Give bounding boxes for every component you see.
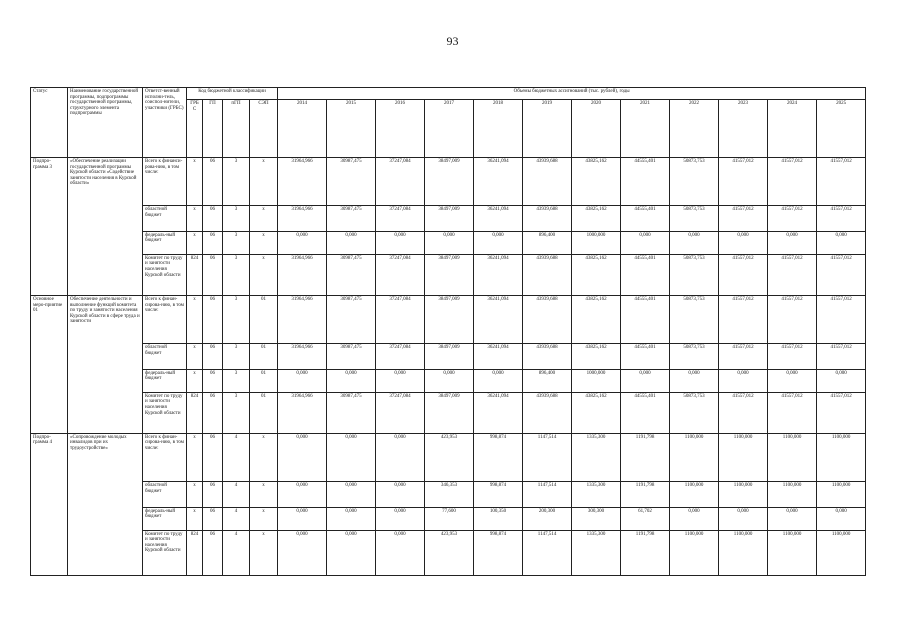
code-grbs: х: [187, 295, 203, 343]
value-cell: 50873,753: [670, 158, 719, 206]
value-cell: 0,000: [474, 231, 523, 254]
header-pgp: пГП: [223, 100, 250, 158]
value-cell: 43825,162: [572, 295, 621, 343]
value-cell: 0,000: [425, 231, 474, 254]
value-cell: 44555,401: [621, 254, 670, 295]
value-cell: 31964,966: [278, 254, 327, 295]
code-grbs: х: [187, 231, 203, 254]
header-year: 2015: [327, 100, 376, 158]
value-cell: 44555,401: [621, 295, 670, 343]
value-cell: 36241,094: [474, 392, 523, 433]
header-year: 2020: [572, 100, 621, 158]
code-pgp: 3: [223, 254, 250, 295]
code-grbs: х: [187, 507, 203, 530]
value-cell: 896,400: [523, 369, 572, 392]
table-row: [31, 158, 866, 206]
code-gp: 06: [203, 530, 223, 575]
value-cell: 77,600: [425, 507, 474, 530]
code-sep: х: [250, 482, 278, 507]
row-program-name: «Обеспечение реализации государственной программы Курской области «Содействие занятости населения в Курской области»: [68, 158, 143, 296]
code-grbs: 824: [187, 530, 203, 575]
value-cell: 0,000: [817, 369, 866, 392]
code-gp: 06: [203, 295, 223, 343]
header-volumes: Объемы бюджетных ассигнований (тыс. рублей), годы: [278, 88, 866, 100]
value-cell: 37247,084: [376, 295, 425, 343]
value-cell: 43939,688: [523, 254, 572, 295]
table-row: [31, 295, 866, 343]
value-cell: 41557,012: [817, 295, 866, 343]
value-cell: 0,000: [670, 369, 719, 392]
code-gp: 06: [203, 344, 223, 369]
value-cell: 38497,009: [425, 206, 474, 231]
table-row: [31, 206, 866, 231]
value-cell: 50873,753: [670, 206, 719, 231]
value-cell: 0,000: [327, 369, 376, 392]
value-cell: 41557,012: [817, 254, 866, 295]
value-cell: 44555,401: [621, 206, 670, 231]
code-gp: 06: [203, 482, 223, 507]
value-cell: 1100,000: [768, 433, 817, 481]
value-cell: 38497,009: [425, 158, 474, 206]
value-cell: 0,000: [621, 231, 670, 254]
value-cell: 1147,514: [523, 433, 572, 481]
row-responsible: Комитет по труду и занятости населения Курской области: [143, 254, 187, 295]
value-cell: 30987,475: [327, 254, 376, 295]
value-cell: 1191,798: [621, 530, 670, 575]
value-cell: 43939,688: [523, 206, 572, 231]
code-grbs: 824: [187, 254, 203, 295]
header-year: 2018: [474, 100, 523, 158]
code-sep: х: [250, 507, 278, 530]
value-cell: 896,400: [523, 231, 572, 254]
value-cell: 30987,475: [327, 206, 376, 231]
value-cell: 36241,094: [474, 295, 523, 343]
code-sep: 01: [250, 344, 278, 369]
value-cell: 43825,162: [572, 206, 621, 231]
value-cell: 43825,162: [572, 392, 621, 433]
row-responsible: федераль-ный бюджет: [143, 231, 187, 254]
value-cell: 0,000: [278, 433, 327, 481]
header-budget-code: Код бюджетной классификации: [187, 88, 278, 100]
value-cell: 43939,688: [523, 295, 572, 343]
table-row: [31, 392, 866, 433]
table-row: [31, 254, 866, 295]
value-cell: 36241,094: [474, 206, 523, 231]
code-pgp: 4: [223, 433, 250, 481]
value-cell: 61,702: [621, 507, 670, 530]
row-status: Подпро-грамма 3: [31, 158, 68, 296]
code-sep: 01: [250, 295, 278, 343]
code-grbs: х: [187, 206, 203, 231]
page-number: 93: [446, 34, 459, 48]
table-row: [31, 344, 866, 369]
code-sep: х: [250, 158, 278, 206]
table-row: [31, 530, 866, 575]
code-pgp: 3: [223, 392, 250, 433]
value-cell: 1191,798: [621, 433, 670, 481]
table-row: [31, 433, 866, 481]
code-pgp: 3: [223, 231, 250, 254]
code-pgp: 3: [223, 344, 250, 369]
code-pgp: 3: [223, 369, 250, 392]
value-cell: 38497,009: [425, 295, 474, 343]
header-year: 2014: [278, 100, 327, 158]
value-cell: 0,000: [376, 369, 425, 392]
row-responsible: Всего к финан-сирова-нию, в том числе:: [143, 433, 187, 481]
value-cell: 38497,009: [425, 344, 474, 369]
value-cell: 41557,012: [768, 392, 817, 433]
value-cell: 1335,300: [572, 482, 621, 507]
code-gp: 06: [203, 254, 223, 295]
value-cell: 0,000: [278, 369, 327, 392]
header-sep: СЭП: [250, 100, 278, 158]
value-cell: 41557,012: [719, 254, 768, 295]
value-cell: 300,300: [572, 507, 621, 530]
code-pgp: 3: [223, 295, 250, 343]
value-cell: 1100,000: [670, 433, 719, 481]
value-cell: 31964,966: [278, 206, 327, 231]
row-status: Основное меро-приятие 01: [31, 295, 68, 433]
value-cell: 0,000: [376, 507, 425, 530]
value-cell: 998,874: [474, 433, 523, 481]
value-cell: 37247,084: [376, 254, 425, 295]
value-cell: 0,000: [376, 231, 425, 254]
header-name: Наименование государственной программы, подпрограммы государственной программы, структурного элемента подпрограммы: [68, 88, 143, 158]
code-pgp: 4: [223, 507, 250, 530]
value-cell: 0,000: [474, 369, 523, 392]
value-cell: 200,300: [523, 507, 572, 530]
value-cell: 0,000: [327, 231, 376, 254]
value-cell: 37247,084: [376, 206, 425, 231]
value-cell: 1000,000: [572, 231, 621, 254]
value-cell: 37247,084: [376, 392, 425, 433]
value-cell: 36241,094: [474, 254, 523, 295]
row-program-name: «Сопровождение молодых инвалидов при их трудоустройстве»: [68, 433, 143, 575]
value-cell: 43939,688: [523, 344, 572, 369]
value-cell: 0,000: [719, 369, 768, 392]
table-row: [31, 482, 866, 507]
value-cell: 43825,162: [572, 254, 621, 295]
value-cell: 0,000: [425, 369, 474, 392]
value-cell: 41557,012: [719, 158, 768, 206]
value-cell: 0,000: [768, 507, 817, 530]
code-sep: 01: [250, 392, 278, 433]
value-cell: 41557,012: [817, 206, 866, 231]
value-cell: 43939,688: [523, 392, 572, 433]
header-responsible: Ответст-венный исполни-тель, соиспол-нители, участники (ГРБС): [143, 88, 187, 158]
table-row: [31, 369, 866, 392]
code-sep: х: [250, 231, 278, 254]
code-grbs: х: [187, 482, 203, 507]
value-cell: 43939,688: [523, 158, 572, 206]
value-cell: 41557,012: [768, 295, 817, 343]
value-cell: 0,000: [278, 507, 327, 530]
header-status: Статус: [31, 88, 68, 158]
row-responsible: Комитет по труду и занятости населения Курской области: [143, 392, 187, 433]
row-responsible: областной бюджет: [143, 206, 187, 231]
value-cell: 998,874: [474, 482, 523, 507]
value-cell: 50873,753: [670, 392, 719, 433]
value-cell: 41557,012: [719, 295, 768, 343]
value-cell: 30987,475: [327, 344, 376, 369]
value-cell: 1147,514: [523, 482, 572, 507]
header-year: 2023: [719, 100, 768, 158]
value-cell: 0,000: [719, 507, 768, 530]
code-grbs: 824: [187, 392, 203, 433]
value-cell: 0,000: [376, 482, 425, 507]
value-cell: 31964,966: [278, 392, 327, 433]
header-year: 2021: [621, 100, 670, 158]
value-cell: 31964,966: [278, 158, 327, 206]
code-gp: 06: [203, 158, 223, 206]
code-pgp: 3: [223, 158, 250, 206]
value-cell: 41557,012: [719, 392, 768, 433]
value-cell: 0,000: [376, 530, 425, 575]
value-cell: 1100,000: [719, 482, 768, 507]
value-cell: 0,000: [278, 482, 327, 507]
code-gp: 06: [203, 231, 223, 254]
value-cell: 0,000: [719, 231, 768, 254]
code-pgp: 3: [223, 206, 250, 231]
value-cell: 30987,475: [327, 295, 376, 343]
value-cell: 50873,753: [670, 344, 719, 369]
value-cell: 41557,012: [768, 206, 817, 231]
code-gp: 06: [203, 392, 223, 433]
value-cell: 998,874: [474, 530, 523, 575]
value-cell: 44555,401: [621, 158, 670, 206]
code-grbs: х: [187, 433, 203, 481]
header-year: 2019: [523, 100, 572, 158]
value-cell: 0,000: [376, 433, 425, 481]
header-grbs: ГРБ С: [187, 100, 203, 158]
value-cell: 41557,012: [817, 158, 866, 206]
table-row: [31, 507, 866, 530]
value-cell: 1100,000: [670, 482, 719, 507]
code-sep: х: [250, 433, 278, 481]
header-year: 2022: [670, 100, 719, 158]
code-sep: х: [250, 206, 278, 231]
value-cell: 50873,753: [670, 295, 719, 343]
value-cell: 1100,000: [817, 482, 866, 507]
value-cell: 100,350: [474, 507, 523, 530]
row-responsible: федераль-ный бюджет: [143, 369, 187, 392]
value-cell: 1147,514: [523, 530, 572, 575]
value-cell: 1000,000: [572, 369, 621, 392]
value-cell: 1335,300: [572, 530, 621, 575]
code-gp: 06: [203, 433, 223, 481]
value-cell: 0,000: [327, 507, 376, 530]
value-cell: 0,000: [670, 231, 719, 254]
code-pgp: 4: [223, 482, 250, 507]
value-cell: 38497,009: [425, 392, 474, 433]
header-year: 2016: [376, 100, 425, 158]
value-cell: 31964,966: [278, 344, 327, 369]
code-sep: х: [250, 254, 278, 295]
value-cell: 1100,000: [817, 433, 866, 481]
value-cell: 36241,094: [474, 158, 523, 206]
value-cell: 30987,475: [327, 392, 376, 433]
header-gp: ГП: [203, 100, 223, 158]
value-cell: 31964,966: [278, 295, 327, 343]
value-cell: 41557,012: [768, 158, 817, 206]
value-cell: 43825,162: [572, 344, 621, 369]
value-cell: 50873,753: [670, 254, 719, 295]
value-cell: 1100,000: [768, 482, 817, 507]
value-cell: 37247,084: [376, 344, 425, 369]
header-year: 2025: [817, 100, 866, 158]
value-cell: 38497,009: [425, 254, 474, 295]
value-cell: 44555,401: [621, 392, 670, 433]
value-cell: 423,953: [425, 530, 474, 575]
value-cell: 41557,012: [719, 344, 768, 369]
value-cell: 1100,000: [670, 530, 719, 575]
header-year: 2017: [425, 100, 474, 158]
table-row: [31, 231, 866, 254]
value-cell: 0,000: [768, 231, 817, 254]
row-responsible: федераль-ный бюджет: [143, 507, 187, 530]
code-gp: 06: [203, 507, 223, 530]
value-cell: 0,000: [670, 507, 719, 530]
value-cell: 0,000: [327, 433, 376, 481]
value-cell: 1335,300: [572, 433, 621, 481]
value-cell: 1100,000: [719, 433, 768, 481]
value-cell: 41557,012: [768, 254, 817, 295]
value-cell: 36241,094: [474, 344, 523, 369]
code-grbs: х: [187, 344, 203, 369]
value-cell: 1100,000: [719, 530, 768, 575]
value-cell: 30987,475: [327, 158, 376, 206]
code-sep: х: [250, 530, 278, 575]
row-responsible: Всего к финанси-рова-нию, в том числе:: [143, 158, 187, 206]
row-status: Подпро-грамма 4: [31, 433, 68, 575]
row-responsible: областной бюджет: [143, 482, 187, 507]
value-cell: 43825,162: [572, 158, 621, 206]
code-gp: 06: [203, 369, 223, 392]
value-cell: 0,000: [817, 507, 866, 530]
code-grbs: х: [187, 369, 203, 392]
value-cell: 0,000: [327, 482, 376, 507]
value-cell: 37247,084: [376, 158, 425, 206]
value-cell: 44555,401: [621, 344, 670, 369]
code-grbs: х: [187, 158, 203, 206]
value-cell: 0,000: [817, 231, 866, 254]
value-cell: 346,353: [425, 482, 474, 507]
value-cell: 0,000: [278, 231, 327, 254]
value-cell: 41557,012: [817, 344, 866, 369]
value-cell: 0,000: [768, 369, 817, 392]
value-cell: 1100,000: [768, 530, 817, 575]
code-gp: 06: [203, 206, 223, 231]
header-year: 2024: [768, 100, 817, 158]
value-cell: 0,000: [327, 530, 376, 575]
value-cell: 41557,012: [768, 344, 817, 369]
row-responsible: Комитет по труду и занятости населения Курской области: [143, 530, 187, 575]
value-cell: 1191,798: [621, 482, 670, 507]
value-cell: 41557,012: [719, 206, 768, 231]
row-responsible: областной бюджет: [143, 344, 187, 369]
budget-table: [30, 87, 866, 576]
row-program-name: Обеспечение деятельности и выполнение функций комитета по труду и занятости населения Курской области в сфере труда и занятости: [68, 295, 143, 433]
value-cell: 1100,000: [817, 530, 866, 575]
row-responsible: Всего к финан-сирова-нию, в том числе:: [143, 295, 187, 343]
value-cell: 0,000: [621, 369, 670, 392]
value-cell: 41557,012: [817, 392, 866, 433]
value-cell: 0,000: [278, 530, 327, 575]
value-cell: 423,953: [425, 433, 474, 481]
code-pgp: 4: [223, 530, 250, 575]
code-sep: 01: [250, 369, 278, 392]
